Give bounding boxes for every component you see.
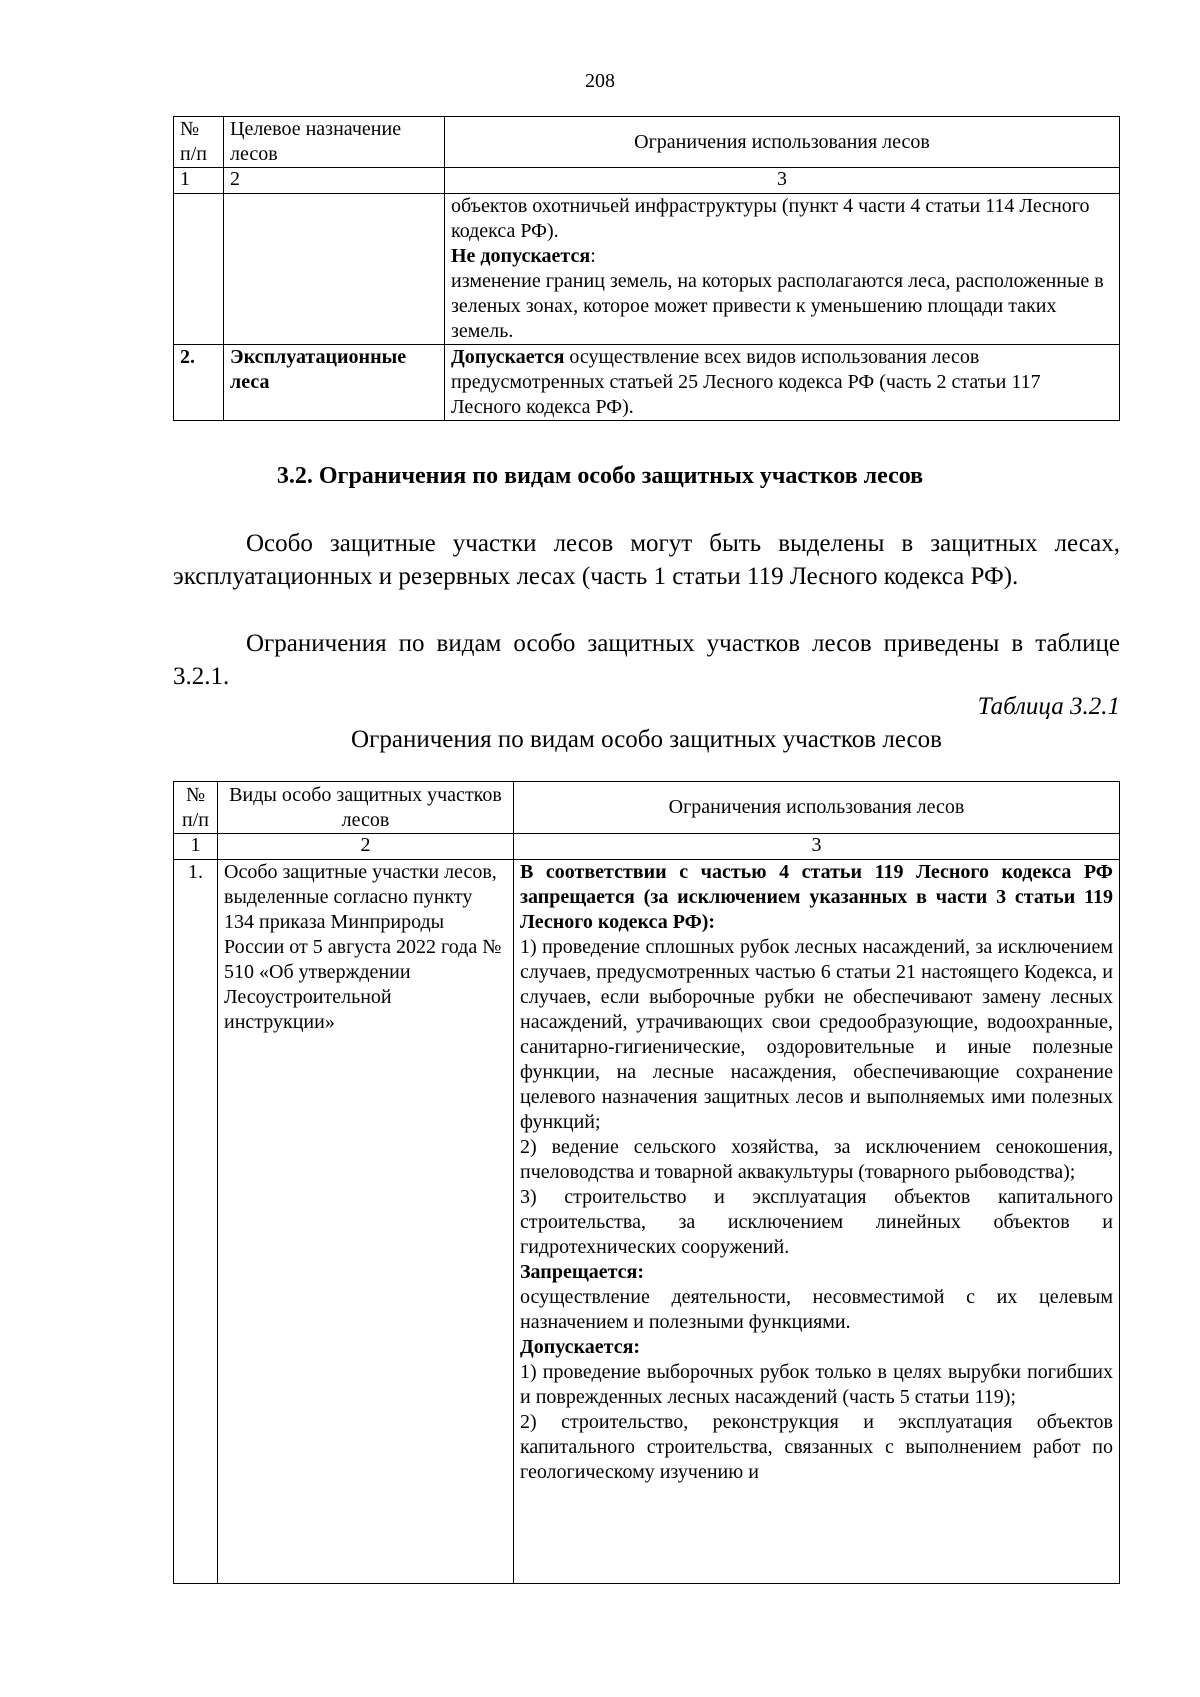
label-colon: : (590, 245, 596, 267)
header-area-types: Виды особо защитных участков лесов (218, 782, 514, 834)
page-number: 208 (585, 70, 615, 92)
header-number: № п/п (174, 782, 218, 834)
header-restrictions: Ограничения использования лесов (445, 117, 1120, 168)
col-number-2: 2 (218, 834, 514, 860)
restriction-text: объектов охотничьей инфраструктуры (пункт 4 части 4 статьи 114 Лесного кодекса РФ). (451, 195, 1090, 242)
forbidden-label: Запрещается: (520, 1261, 645, 1283)
header-restrictions: Ограничения использования лесов (514, 782, 1120, 834)
row-name-cell: Эксплуатационные леса (224, 345, 445, 421)
allowed-item: 1) проведение выборочных рубок только в целях вырубки погибших и поврежденных лесных насаждений (часть 5 статьи 119); (520, 1361, 1113, 1408)
table-label: Таблица 3.2.1 (977, 693, 1120, 720)
row-number-cell: 1. (174, 860, 218, 1584)
col-number-3: 3 (514, 834, 1120, 860)
row-number-cell (174, 194, 224, 345)
col-number-1: 1 (174, 168, 224, 194)
col-number-3: 3 (445, 168, 1120, 194)
row-number-cell: 2. (174, 345, 224, 421)
body-paragraph: Ограничения по видам особо защитных участков лесов приведены в таблице 3.2.1. (173, 630, 1120, 690)
allowed-item: 2) строительство, реконструкция и эксплуатация объектов капитального строительства, связанных с выполнением работ по геологическому изучению и (520, 1411, 1113, 1483)
header-forest-purpose: Целевое назначение лесов (224, 117, 445, 168)
prohibition-item: 2) ведение сельского хозяйства, за исключением сенокошения, пчеловодства и товарной аквакультуры (товарного рыбоводства); (520, 1136, 1113, 1183)
row-restriction-cell (445, 345, 1120, 421)
forest-purpose-table (173, 116, 1120, 421)
column-number-row (174, 168, 1120, 194)
restriction-text: осуществление всех видов использования лесов предусмотренных статьей 25 Лесного кодекса РФ (часть 2 статьи 117 Лесного кодекса РФ). (451, 346, 1041, 418)
col-number-1: 1 (174, 834, 218, 860)
prohibition-intro: В соответствии с частью 4 статьи 119 Лесного кодекса РФ запрещается (за исключением указанных в части 3 статьи 119 Лесного кодекса РФ): (520, 861, 1113, 933)
table-header-row (174, 117, 1120, 168)
table-row (174, 860, 1120, 1584)
col-number-2: 2 (224, 168, 445, 194)
column-number-row (174, 834, 1120, 860)
protected-areas-table (173, 781, 1120, 1584)
allowed-label: Допускается: (520, 1336, 641, 1358)
table-title: Ограничения по видам особо защитных участков лесов (351, 726, 942, 753)
header-number: № п/п (174, 117, 224, 168)
not-allowed-label: Не допускается (451, 245, 591, 267)
table-header-row (174, 782, 1120, 834)
forbidden-text: осуществление деятельности, несовместимой с их целевым назначением и полезными функциями. (520, 1286, 1113, 1333)
row-name-cell: Особо защитные участки лесов, выделенные согласно пункту 134 приказа Минприроды России от 5 августа 2022 года № 510 «Об утверждении Лесоустроительной инструкции» (218, 860, 514, 1584)
prohibition-item: 1) проведение сплошных рубок лесных насаждений, за исключением случаев, предусмотренных частью 6 статьи 21 настоящего Кодекса, и случаев, если выборочные рубки не обеспечивают замену лесных насаждений, утрачивающих свои средообразующие, водоохранные, санитарно-гигиенические, оздоровительные и иные полезные функции, на лесные насаждения, обеспечивающие сохранение целевого назначения защитных лесов и выполняемых ими полезных функций; (520, 936, 1113, 1133)
section-heading: 3.2. Ограничения по видам особо защитных участков лесов (276, 463, 924, 489)
row-restriction-cell (514, 860, 1120, 1584)
row-restriction-cell (445, 194, 1120, 345)
restriction-text: изменение границ земель, на которых располагаются леса, расположенные в зеленых зонах, которое может привести к уменьшению площади таких земель. (451, 270, 1104, 342)
table-row (174, 194, 1120, 345)
prohibition-item: 3) строительство и эксплуатация объектов капитального строительства, за исключением линейных объектов и гидротехнических сооружений. (520, 1186, 1113, 1258)
table-row (174, 345, 1120, 421)
allowed-label: Допускается (451, 346, 565, 368)
row-name-cell (224, 194, 445, 345)
body-paragraph: Особо защитные участки лесов могут быть выделены в защитных лесах, эксплуатационных и резервных лесах (часть 1 статьи 119 Лесного кодекса РФ). (173, 530, 1120, 590)
